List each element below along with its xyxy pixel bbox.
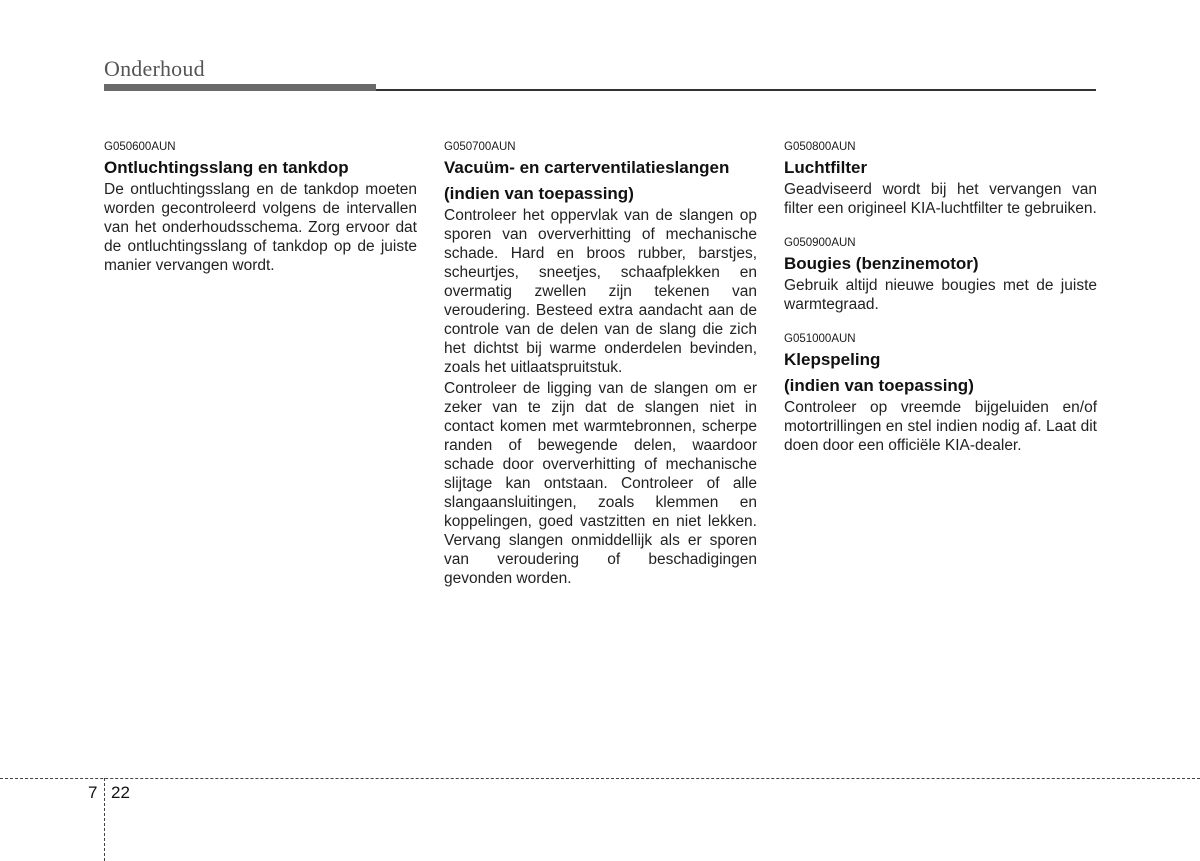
section-heading: Vacuüm- en carterventilatieslangen bbox=[444, 158, 730, 177]
footer-divider bbox=[104, 778, 105, 861]
chapter-number: 7 bbox=[88, 783, 98, 802]
section-paragraph: Controleer de ligging van de slangen om er zeker van te zijn dat de slangen niet in contact komen met warmtebronnen, scherpe randen of bewegende delen, waardoor schade door oververhitting of mechanische slijtage kan ontstaan. Controleer of alle slangaansluitingen, zoals klemmen en koppelingen, goed vastzitten en niet lekken. Vervang slangen onmiddellijk als er sporen van veroudering of beschadigingen gevonden worden. bbox=[444, 380, 757, 587]
section-heading: Bougies (benzinemotor) bbox=[784, 254, 979, 273]
column-1 bbox=[104, 140, 417, 293]
page-number: 22 bbox=[111, 783, 130, 802]
section-spark-plugs bbox=[784, 236, 1097, 314]
section-air-filter bbox=[784, 140, 1097, 218]
section-paragraph: Controleer op vreemde bijgeluiden en/of motortrillingen en stel indien nodig af. Laat dit doen door een officiële KIA-dealer. bbox=[784, 399, 1097, 454]
section-code: G050900AUN bbox=[784, 237, 856, 249]
section-heading: Luchtfilter bbox=[784, 158, 868, 177]
section-code: G050600AUN bbox=[104, 141, 176, 153]
section-subheading: (indien van toepassing) bbox=[444, 184, 634, 203]
header-rule-thick bbox=[104, 84, 376, 91]
section-code: G050700AUN bbox=[444, 141, 516, 153]
section-paragraph: Gebruik altijd nieuwe bougies met de juiste warmtegraad. bbox=[784, 277, 1097, 313]
footer-rule bbox=[0, 778, 1200, 779]
section-paragraph: Controleer het oppervlak van de slangen op sporen van oververhitting of mechanische schade. Hard en broos rubber, barstjes, scheurtjes, sneetjes, schaafplekken en overmatig zwellen zijn tekenen van veroudering. Besteed extra aandacht aan de controle van de delen van de slang die zich het dichtst bij warme onderdelen bevinden, zoals het uitlaatspruitstuk. bbox=[444, 207, 757, 376]
header-rule-thin bbox=[376, 89, 1096, 91]
section-code: G050800AUN bbox=[784, 141, 856, 153]
section-valve-clearance bbox=[784, 332, 1097, 455]
section-vacuum-crankcase-hoses bbox=[444, 140, 757, 588]
column-2 bbox=[444, 140, 757, 606]
section-subheading: (indien van toepassing) bbox=[784, 376, 974, 395]
section-code: G051000AUN bbox=[784, 333, 856, 345]
section-ventilation-hose-fuel-cap bbox=[104, 140, 417, 275]
section-heading: Ontluchtingsslang en tankdop bbox=[104, 158, 349, 177]
section-heading: Klepspeling bbox=[784, 350, 881, 369]
section-paragraph: De ontluchtingsslang en de tankdop moeten worden gecontroleerd volgens de intervallen van het onderhoudsschema. Zorg ervoor dat de ontluchtingsslang of tankdop op de juiste manier vervangen wordt. bbox=[104, 181, 417, 274]
section-paragraph: Geadviseerd wordt bij het vervangen van filter een origineel KIA-luchtfilter te gebruiken. bbox=[784, 181, 1097, 217]
column-3 bbox=[784, 140, 1097, 473]
page-title: Onderhoud bbox=[104, 56, 205, 81]
